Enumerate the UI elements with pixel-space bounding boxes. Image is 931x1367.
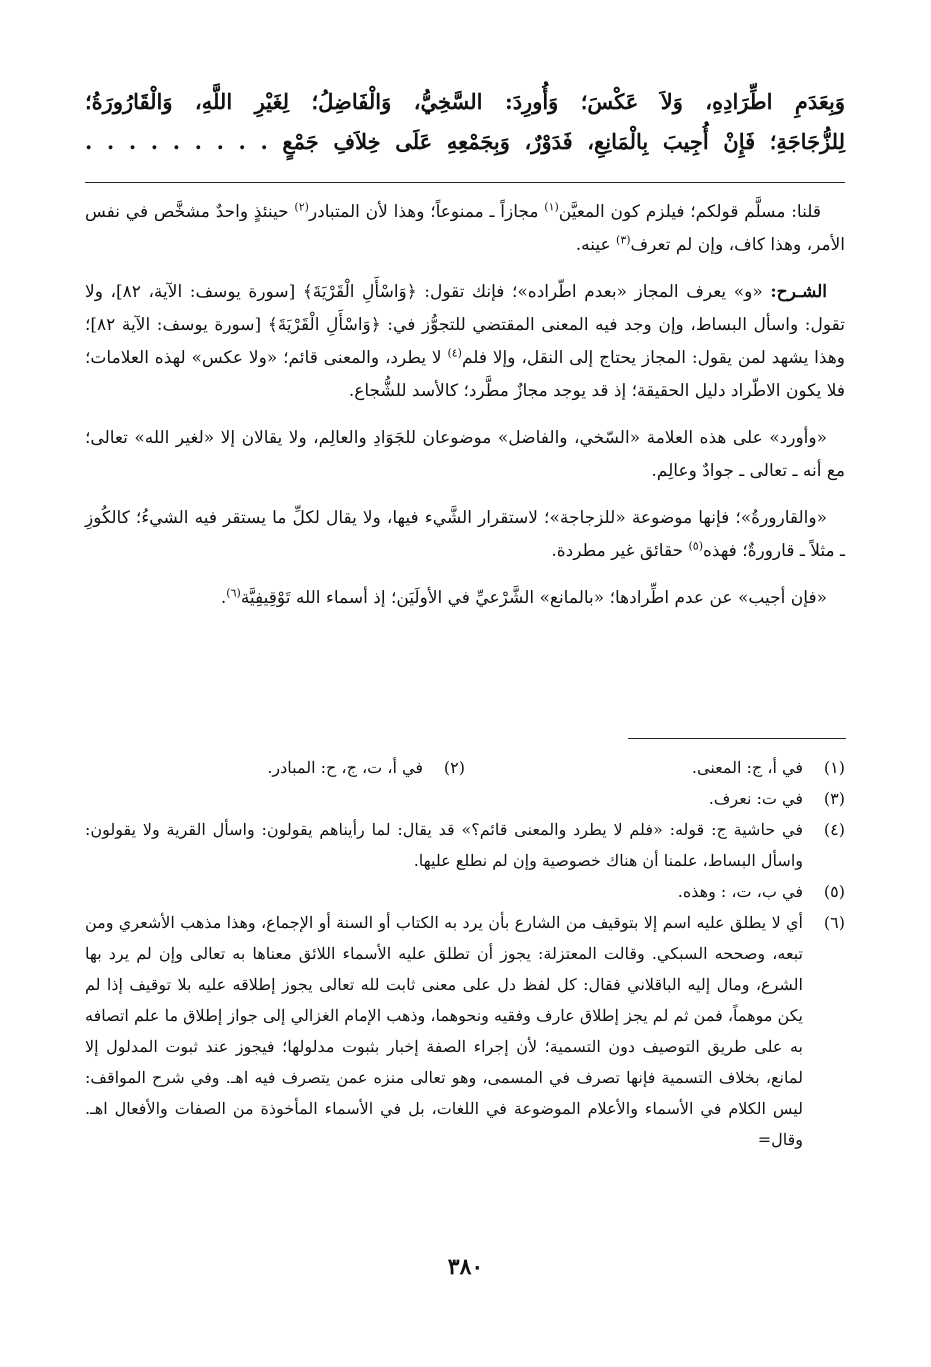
footnote-ref-2[interactable]: (٢) xyxy=(294,200,309,214)
text-segment: قلنا: مسلَّم قولكم؛ فيلزم كون المعيَّن xyxy=(558,202,821,222)
text-segment: «و» يعرف المجاز «بعدم اطّراده»؛ فإنك تقول: ﴿وَاسْأَلِ الْقَرْيَةَ﴾ [سورة يوسف: الآية، ٨٢]، ولا تقول: واسأل البساط، وإن وجد فيه المعنى المقتضي للتجوُّز في: ﴿وَاسْأَلِ الْقَرْيَةَ﴾ [سورة يوسف: الآية ٨٢]؛ وهذا يشهد لمن يقول: المجاز يحتاج إلى النقل، وإلا فلم xyxy=(85,282,845,368)
text-segment: عينه. xyxy=(575,235,617,255)
footnote-text: في ت: نعرف. xyxy=(708,789,803,808)
footnote-ref-3[interactable]: (٣) xyxy=(616,233,631,247)
footnote-row xyxy=(85,752,845,783)
footnote-number: (٣) xyxy=(823,789,845,808)
text-segment: حينئذٍ واحدٌ مشخَّص في نفس الأمر، وهذا كاف، وإن لم تعرف xyxy=(85,202,845,255)
sharh-heading: الشـرح: xyxy=(770,282,828,302)
page-number: ٣٨٠ xyxy=(447,1254,484,1280)
footnote-ref-1[interactable]: (١) xyxy=(544,200,559,214)
footnote-ref-4[interactable]: (٤) xyxy=(447,346,462,360)
footnote-ref-5[interactable]: (٥) xyxy=(688,539,703,553)
text-segment: حقائق غير مطردة. xyxy=(551,541,689,561)
matn-text xyxy=(85,82,845,162)
footnote-number: (٢) xyxy=(443,758,465,777)
commentary-paragraph-3: «وأورد» على هذه العلامة «السّخي، والفاضل» موضوعان للجَوَادِ والعالِم، ولا يقالان إلا «لغير الله» تعالى؛ مع أنه ـ تعالى ـ جوادٌ وعالِم. xyxy=(85,428,845,481)
footnote-number: (٥) xyxy=(823,882,845,901)
footnote-text: في ب، ت، : وهذه. xyxy=(677,882,803,901)
footnote-text: في حاشية ج: قوله: «فلم لا يطرد والمعنى قائم؟» قد يقال: لما رأيناهم يقولون: واسأل القرية ولا يقولون: واسأل البساط، علمنا أن هناك خصوصية وإن لم نطلع عليها. xyxy=(85,820,803,870)
commentary-paragraph-2 xyxy=(85,276,845,408)
footnote-text: في أ، ج: المعنى. xyxy=(691,758,803,777)
matn-line-1: وَبِعَدَمِ اطِّرَادِهِ، وَلاَ عَكْسَ؛ وَأُورِدَ: السَّخِيُّ، وَالْفَاضِلُ؛ لِغَيْرِ اللَّهِ، وَالْقَارُورَةُ؛ xyxy=(85,89,845,114)
footnote-separator xyxy=(628,738,846,739)
footnote-number: (١) xyxy=(823,758,845,777)
commentary-paragraph-5 xyxy=(85,582,845,615)
text-segment: لا يطرد، والمعنى قائم؛ «ولا عكس» لهذه العلامات؛ فلا يكون الاطّراد دليل الحقيقة؛ إذ قد يوجد مجازٌ مطَّرد؛ كالأسد للشُّجاع. xyxy=(85,348,845,401)
footnotes xyxy=(85,752,845,1155)
text-segment: . xyxy=(220,588,227,608)
matn-line-2: لِلزُّجَاجَةِ؛ فَإِنْ أُجِيبَ بِالْمَانِعِ، فَدَوْرٌ، وَبِجَمْعِهِ عَلَى خِلاَفِ جَمْعٍ . . . . . . . . . xyxy=(85,129,845,154)
text-segment: «والقارورةُ»؛ فإنها موضوعة «للزجاجة»؛ لاستقرار الشَّيء فيها، ولا يقال لكلِّ ما يستقر فيه الشيءُ؛ كالكُوزِ ـ مثلاً ـ قارورةٌ؛ فهذه xyxy=(85,508,845,561)
footnote-1 xyxy=(465,752,845,783)
footnote-3 xyxy=(85,783,845,814)
footnote-number: (٤) xyxy=(823,820,845,839)
footnote-5 xyxy=(85,876,845,907)
text-segment: مجازاً ـ ممنوعاً؛ وهذا لأن المتبادر xyxy=(308,202,545,222)
commentary-paragraph-4 xyxy=(85,502,845,568)
text-segment: «فإن أجيب» عن عدم اطِّرادها؛ «بالمانع» الشَّرْعيِّ في الأولَيَن؛ إذ أسماء الله تَوْقِيفِيَّة xyxy=(240,588,827,608)
commentary xyxy=(85,196,845,629)
matn-separator xyxy=(85,182,845,183)
footnote-number: (٦) xyxy=(823,913,845,932)
footnote-2 xyxy=(85,752,465,783)
footnote-ref-6[interactable]: (٦) xyxy=(226,586,241,600)
footnote-6 xyxy=(85,907,845,1155)
footnote-text: في أ، ت، ج، ح: المبادر. xyxy=(267,758,423,777)
footnote-4 xyxy=(85,814,845,876)
commentary-paragraph-1 xyxy=(85,196,845,262)
footnote-text: أي لا يطلق عليه اسم إلا بتوقيف من الشارع بأن يرد به الكتاب أو السنة أو الإجماع، وهذا مذهب الأشعري ومن تبعه، وصححه السبكي. وقالت المعتزلة: يجوز أن تطلق عليه الأسماء اللائق معناها به تعالى وإن لم يرد بها الشرع، ومال إليه الباقلاني فقال: كل لفظ دل على معنى ثابت لله تعالى يجوز إطلاقه عليه بلا توقيف إذا لم يكن موهماً، فمن ثم لم يجز إطلاق عارف وفقيه ونحوهما، وذهب الإمام الغزالي إلى جواز إطلاق ما علم اتصافه به على طريق التوصيف دون التسمية؛ لأن إجراء الصفة إخبار بثبوت مدلولها؛ فيجوز عند ثبوت المدلول إلا لمانع، بخلاف التسمية فإنها تصرف في المسمى، وهو تعالى منزه عمن يتصرف فيه اهـ. وفي شرح المواقف: ليس الكلام في الأسماء والأعلام الموضوعة في اللغات، بل في الأسماء المأخوذة من الصفات والأفعال اهـ. وقال= xyxy=(85,913,803,1149)
